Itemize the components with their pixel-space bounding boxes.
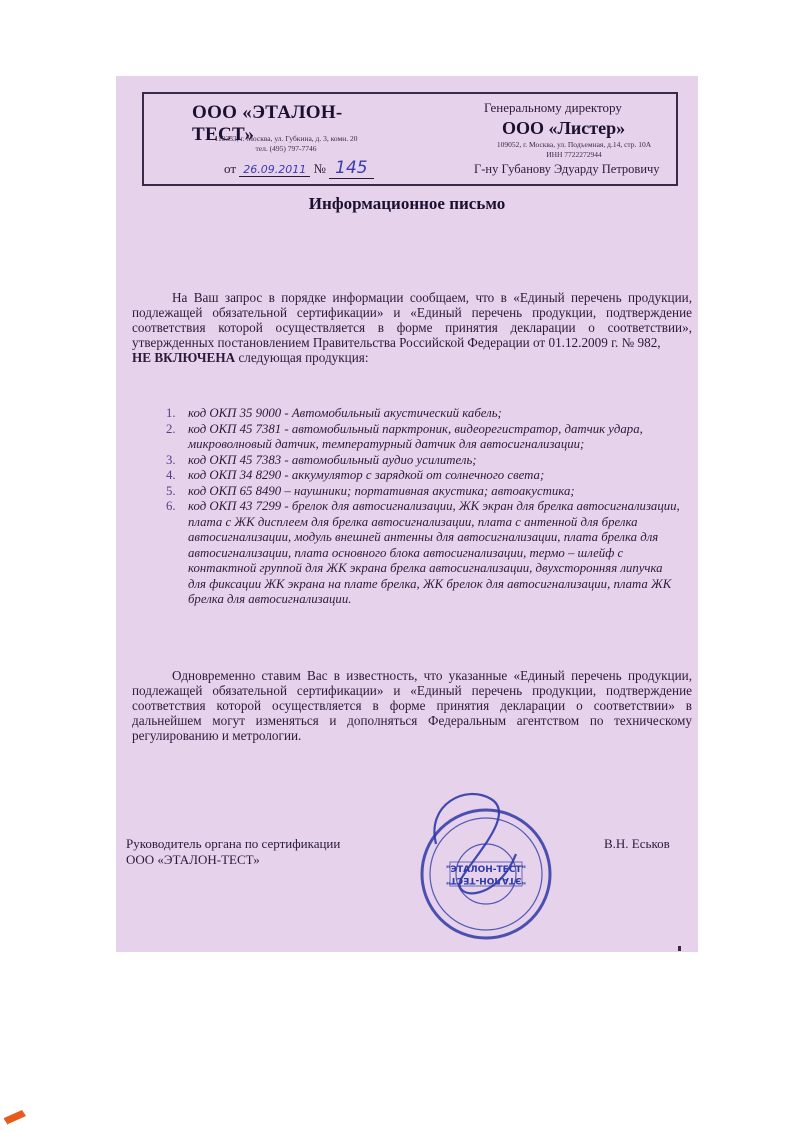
round-seal-stamp (406, 784, 566, 944)
list-item: 1. код ОКП 35 9000 - Автомобильный акустический кабель; (166, 406, 502, 420)
letter-title: Информационное письмо (308, 194, 506, 213)
sender-org-name: ООО «ЭТАЛОН-ТЕСТ» (192, 102, 343, 145)
recipient-block (444, 94, 676, 184)
letterhead-box (142, 92, 678, 186)
number-prefix: № (313, 161, 326, 176)
letter-page (116, 76, 698, 952)
list-item: 3. код ОКП 45 7383 - автомобильный аудио усилитель; (166, 452, 477, 467)
corner-logo-icon (2, 1106, 28, 1126)
stamp-center-text-mirrored: "ЭТАЛОН-ТЕСТ" (445, 875, 527, 885)
paragraph-notice-text: Одновременно ставим Вас в известность, что указанные «Единый перечень продукции, подлежащей обязательной сертификации» и «Единый перечень продукции, подтверждение соответствия которой осуществляется в форме принятия декларации о соответствии» в дальнейшем могут изменяться и дополняться Федеральным агентством по техническому регулированию и метрологии. (132, 668, 692, 743)
recipient-title: Генеральному директору (484, 100, 622, 115)
paragraph-notice (132, 668, 692, 743)
sender-block (144, 94, 394, 184)
signatory-name: В.Н. Еськов (604, 836, 670, 851)
signatory-position (126, 836, 340, 868)
outgoing-date-number (224, 158, 374, 178)
stamp-center-text: "ЭТАЛОН-ТЕСТ" (445, 865, 527, 875)
list-item: 2. код ОКП 45 7381 - автомобильный парктроник, видеорегистратор, датчик удара, микроволновый датчик, температурный датчик для автосигнализации; (166, 421, 643, 451)
recipient-org: ООО «Листер» (502, 118, 626, 138)
recipient-person: Г-ну Губанову Эдуарду Петровичу (474, 162, 660, 176)
paragraph-intro (132, 290, 692, 365)
paragraph-intro-text: На Ваш запрос в порядке информации сообщаем, что в «Единый перечень продукции, подлежащей обязательной сертификации» и «Единый перечень продукции, подтверждение соответствия которой осуществляется в форме принятия декларации о соответствии», утвержденных постановлением Правительства Российской Федерации от 01.12.2009 г. № 982, (132, 290, 692, 350)
scan-speck (678, 946, 681, 951)
sender-address-block (176, 134, 396, 154)
sender-address: 119333, г. Москва, ул. Губкина, д. 3, комн. 20 (214, 134, 358, 143)
recipient-address: 109052, г. Москва, ул. Подъемная, д.14, стр. 10А (496, 140, 652, 149)
list-item: 4. код ОКП 34 8290 - аккумулятор с зарядкой от солнечного света; (166, 468, 545, 482)
list-item: 5. код ОКП 65 8490 – наушники; портативная акустика; автоакустика; (166, 483, 575, 498)
recipient-inn: ИНН 7722272944 (546, 150, 602, 159)
signatory-position-line2: ООО «ЭТАЛОН-ТЕСТ» (126, 852, 260, 867)
handwritten-date: 26.09.2011 (239, 163, 310, 177)
date-prefix: от (224, 161, 237, 176)
handwritten-number: 145 (329, 158, 373, 179)
list-item: 6. код ОКП 43 7299 - брелок для автосигнализации, ЖК экран для брелка автосигнализации, плата с ЖК дисплеем для брелка автосигнализации, плата с антенной для брелка автосигнализации, модуль внешней антенны для автосигнализации, плата брелка для автосигнализации, плата основного блока автосигнализации, термо – шлейф с контактной группой для ЖК экрана брелка автосигнализации, двухсторонняя липучка для фиксации ЖК экрана на плате брелка, ЖК брелок для автосигнализации, плата ЖК брелка для автосигнализации. (166, 499, 680, 606)
signatory-position-line1: Руководитель органа по сертификации (126, 836, 341, 851)
sender-phone: тел. (495) 797-7746 (255, 144, 317, 153)
product-list (160, 406, 680, 608)
recipient-address-block (474, 140, 674, 160)
not-included-label: НЕ ВКЛЮЧЕНА (132, 350, 236, 365)
not-included-rest: следующая продукция: (235, 350, 369, 365)
